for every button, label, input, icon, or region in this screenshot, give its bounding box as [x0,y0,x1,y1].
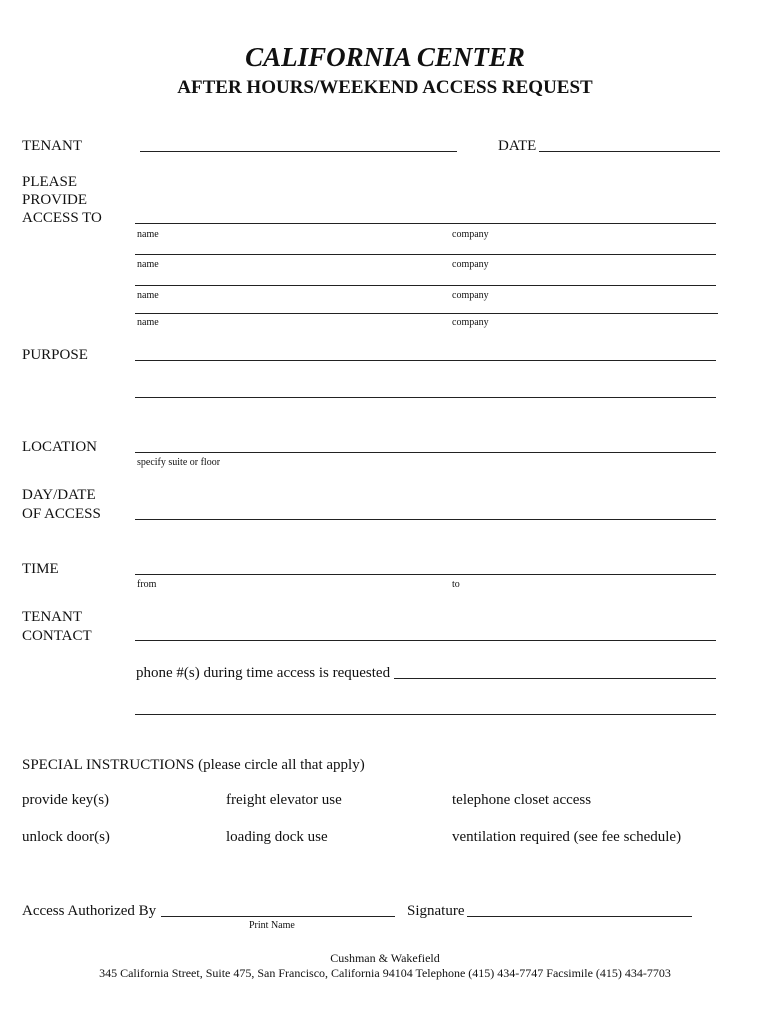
phone-label: phone #(s) during time access is requested [136,665,391,681]
print-name-caption: Print Name [249,920,295,931]
tenant-contact-field[interactable] [135,640,716,641]
footer-address: 345 California Street, Suite 475, San Francisco, California 94104 Telephone (415) 434-7747 Facsimile (415) 434-7703 [99,966,671,980]
access-person-field-1[interactable] [135,223,716,224]
phone-field[interactable] [394,678,716,679]
company-caption-1: company [452,229,489,240]
time-field[interactable] [135,574,716,575]
purpose-field-1[interactable] [135,360,716,361]
option-freight-elevator[interactable]: freight elevator use [226,792,342,808]
daydate-field[interactable] [135,519,716,520]
form-title: CALIFORNIA CENTER [245,42,525,72]
date-field[interactable] [539,151,720,152]
name-caption-3: name [137,290,159,301]
name-caption-2: name [137,259,159,270]
special-instructions-heading: SPECIAL INSTRUCTIONS (please circle all that apply) [22,757,365,773]
access-label-line1: PLEASE [22,174,78,190]
tenant-contact-label-line2: CONTACT [22,628,92,644]
option-provide-keys[interactable]: provide key(s) [22,792,110,808]
tenant-label: TENANT [22,138,82,154]
daydate-label-line2: OF ACCESS [22,506,101,522]
access-label-line2: PROVIDE [22,192,88,208]
phone-field-extra[interactable] [135,714,716,715]
access-person-field-2[interactable] [135,254,716,255]
daydate-label-line1: DAY/DATE [22,487,96,503]
footer-company: Cushman & Wakefield [330,951,440,965]
access-person-field-4[interactable] [135,313,718,314]
purpose-field-2[interactable] [135,397,716,398]
option-unlock-doors[interactable]: unlock door(s) [22,829,110,845]
to-caption: to [452,579,460,590]
name-caption-1: name [137,229,159,240]
date-label: DATE [498,138,537,154]
authorized-by-field[interactable] [161,916,395,917]
name-caption-4: name [137,317,159,328]
option-ventilation[interactable]: ventilation required (see fee schedule) [452,829,682,845]
tenant-contact-label-line1: TENANT [22,609,82,625]
company-caption-3: company [452,290,489,301]
company-caption-4: company [452,317,489,328]
location-label: LOCATION [22,439,97,455]
form-subtitle: AFTER HOURS/WEEKEND ACCESS REQUEST [177,77,593,98]
option-loading-dock[interactable]: loading dock use [226,829,328,845]
access-label-line3: ACCESS TO [22,210,102,226]
company-caption-2: company [452,259,489,270]
option-telephone-closet[interactable]: telephone closet access [452,792,592,808]
signature-label: Signature [407,903,465,919]
tenant-field[interactable] [140,151,457,152]
location-caption: specify suite or floor [137,457,221,468]
time-label: TIME [22,561,59,577]
purpose-label: PURPOSE [22,347,88,363]
signature-field[interactable] [467,916,692,917]
location-field[interactable] [135,452,716,453]
access-person-field-3[interactable] [135,285,716,286]
from-caption: from [137,579,157,590]
authorized-by-label: Access Authorized By [22,903,157,919]
